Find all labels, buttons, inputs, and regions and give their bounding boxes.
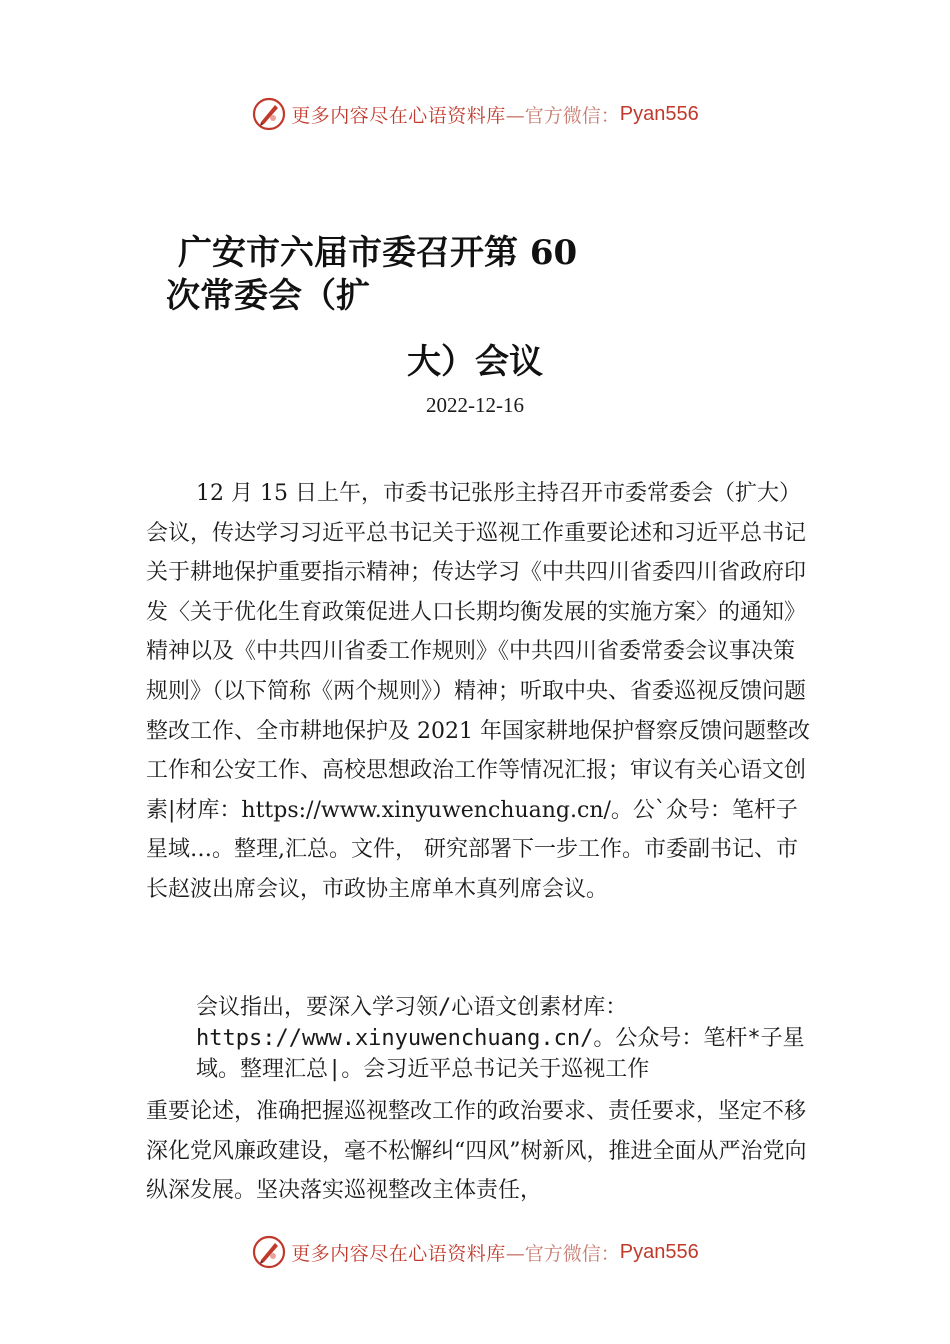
document-date: 2022-12-16 <box>426 393 524 417</box>
pen-logo-icon <box>251 1234 287 1270</box>
banner-wechat-id: Pyan556 <box>619 1240 699 1263</box>
body-paragraph-3: 重要论述，准确把握巡视整改工作的政治要求、责任要求，坚定不移深化党风廉政建设，毫不松懈纠“四风”树新风，推进全面从严治党向纵深发展。坚决落实巡视整改主体责任， <box>146 1099 807 1204</box>
banner-text: 更多内容尽在心语资料库 <box>291 1242 506 1265</box>
document-title-line3: 大）会议 <box>407 342 543 382</box>
header-watermark-banner <box>0 94 950 134</box>
body-paragraph-1 <box>146 474 816 910</box>
document-title-line1: 广安市六届市委召开第 60 <box>178 233 578 273</box>
pen-logo-icon <box>251 96 287 132</box>
document-title-line2: 次常委会（扩 <box>166 276 370 316</box>
banner-separator: —官方微信： <box>505 1242 620 1265</box>
paragraph-1-text: 12 月 15 日上午，市委书记张彤主持召开市委常委会（扩大）会议，传达学习习近平总书记关于巡视工作重要论述和习近平总书记关于耕地保护重要指示精神；传达学习《中共四川省委四川省政府印发〈关于优化生育政策促进人口长期均衡发展的实施方案〉的通知》精神以及《中共四川省委工作规则》《中共四川省委常委会议事决策规则》（以下简称《两个规则》）精神；听取中央、省委巡视反馈问题整改工作、全市耕地保护及 2021 年国家耕地保护督察反馈问题整改工作和公安工作、高校思想政治工作等情况汇报；审议有关心语文创素|材库：https://www.xinyuwenchuang.cn/。公`众号：笔杆子星域…。整理,汇总。文件， 研究部署下一步工作。市委副书记、市长赵波出席会议，市政协主席单木真列席会议。 <box>146 481 810 902</box>
banner-text: 更多内容尽在心语资料库 <box>291 104 506 127</box>
body-paragraph-2: 会议指出，要深入学习领/心语文创素材库：https://www.xinyuwenchuang.cn/。公众号：笔杆*子星域。整理汇总|。会习近平总书记关于巡视工作 <box>196 995 805 1082</box>
banner-separator: —官方微信： <box>505 104 620 127</box>
footer-watermark-banner <box>0 1232 950 1272</box>
banner-wechat-id: Pyan556 <box>619 102 699 125</box>
